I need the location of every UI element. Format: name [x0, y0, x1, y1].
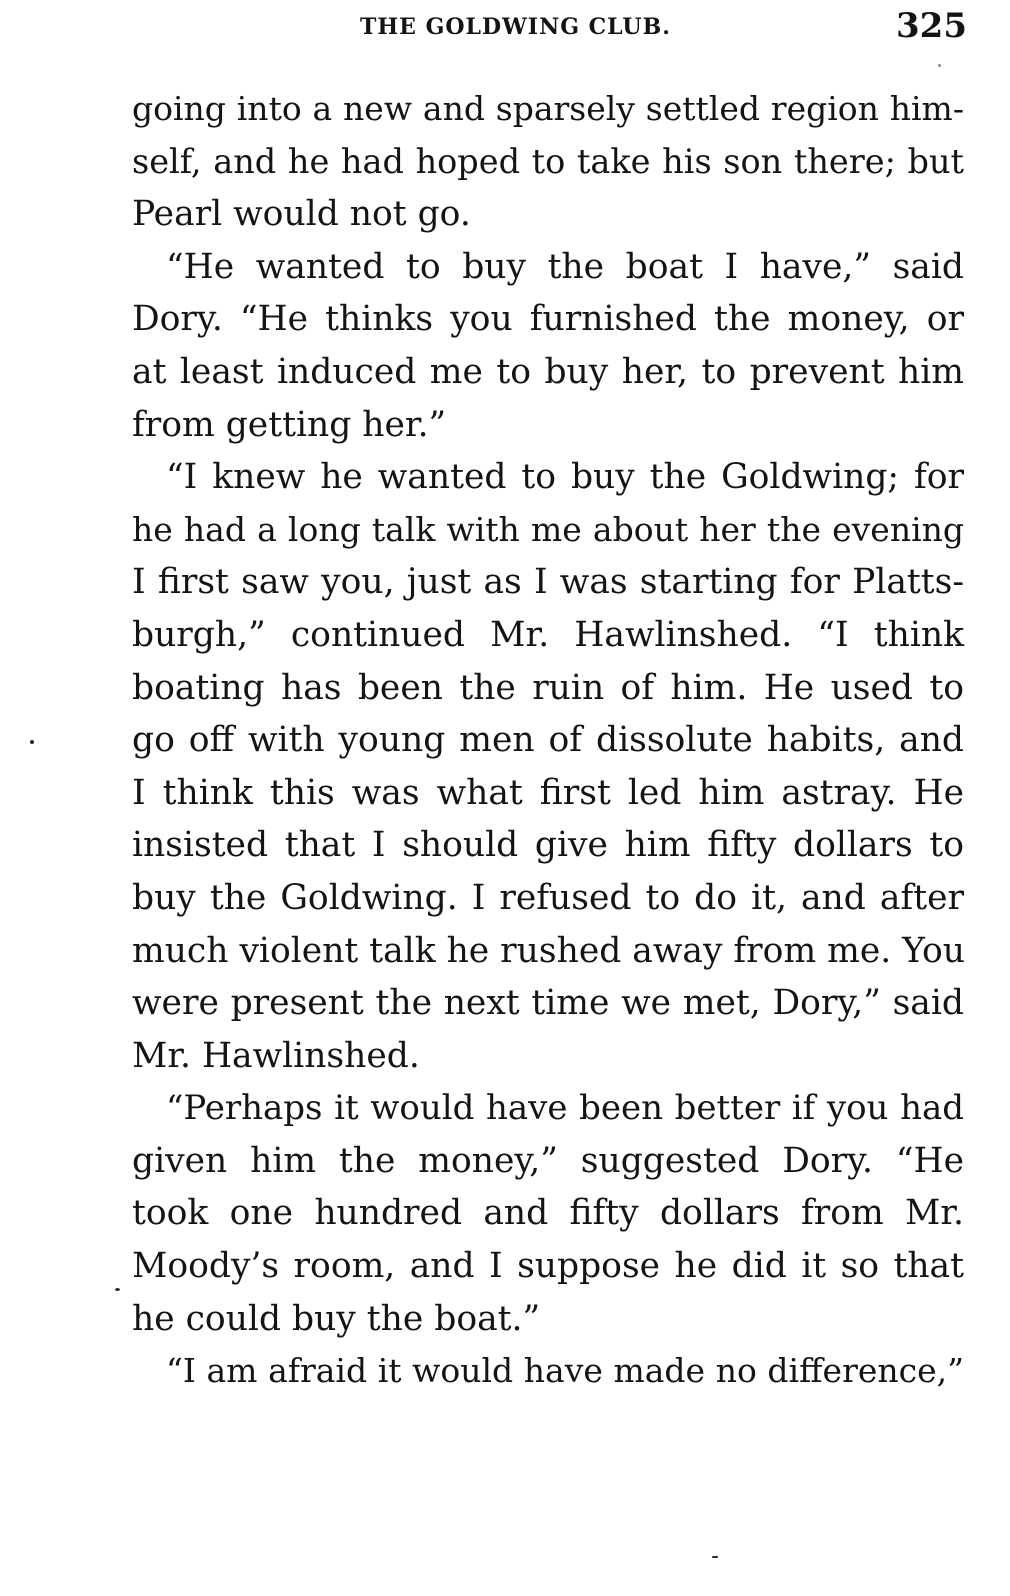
paragraph-first-line: “Perhaps it would have been better if you had: [166, 1088, 964, 1129]
text-line: self, and he had hoped to take his son there; but: [132, 141, 964, 181]
text-line: he could buy the boat.”: [132, 1298, 541, 1339]
text-line: were present the next time we met, Dory,” said: [132, 983, 964, 1024]
running-head: [0, 8, 1010, 48]
text-line: given him the money,” suggested Dory. “He: [132, 1140, 964, 1181]
print-speck: [115, 1288, 120, 1291]
running-title: THE GOLDWING CLUB.: [360, 14, 671, 40]
text-line: insisted that I should give him fifty dollars to: [132, 825, 964, 866]
paragraph-first-line: “I knew he wanted to buy the Goldwing; for: [166, 457, 964, 498]
text-line: boating has been the ruin of him. He used to: [132, 667, 964, 708]
text-line: from getting her.”: [132, 404, 447, 445]
text-line: Mr. Hawlinshed.: [132, 1035, 420, 1076]
text-line: buy the Goldwing. I refused to do it, and after: [132, 877, 964, 918]
print-speck: [712, 1556, 718, 1558]
print-speck: [30, 740, 34, 744]
text-line: I first saw you, just as I was starting for Platts-: [132, 562, 964, 603]
text-line: go off with young men of dissolute habits, and: [132, 720, 964, 761]
text-line: at least induced me to buy her, to prevent him: [132, 351, 964, 392]
body-text: [132, 83, 964, 1398]
text-line: Moody’s room, and I suppose he did it so that: [132, 1246, 964, 1287]
text-line: burgh,” continued Mr. Hawlinshed. “I think: [132, 614, 964, 655]
paragraph-first-line: “I am afraid it would have made no difference,”: [166, 1351, 964, 1391]
text-line: Dory. “He thinks you furnished the money, or: [132, 299, 964, 340]
print-speck: [938, 64, 941, 67]
paragraph-first-line: “He wanted to buy the boat I have,” said: [166, 246, 964, 287]
text-line: Pearl would not go.: [132, 194, 471, 235]
page-number: 325: [896, 6, 967, 46]
text-line: he had a long talk with me about her the evening: [132, 509, 964, 549]
text-line: I think this was what first led him astray. He: [132, 772, 964, 813]
text-line: much violent talk he rushed away from me. You: [132, 930, 965, 971]
text-line: took one hundred and fifty dollars from Mr.: [132, 1193, 964, 1234]
text-line: going into a new and sparsely settled region him-: [132, 89, 964, 128]
